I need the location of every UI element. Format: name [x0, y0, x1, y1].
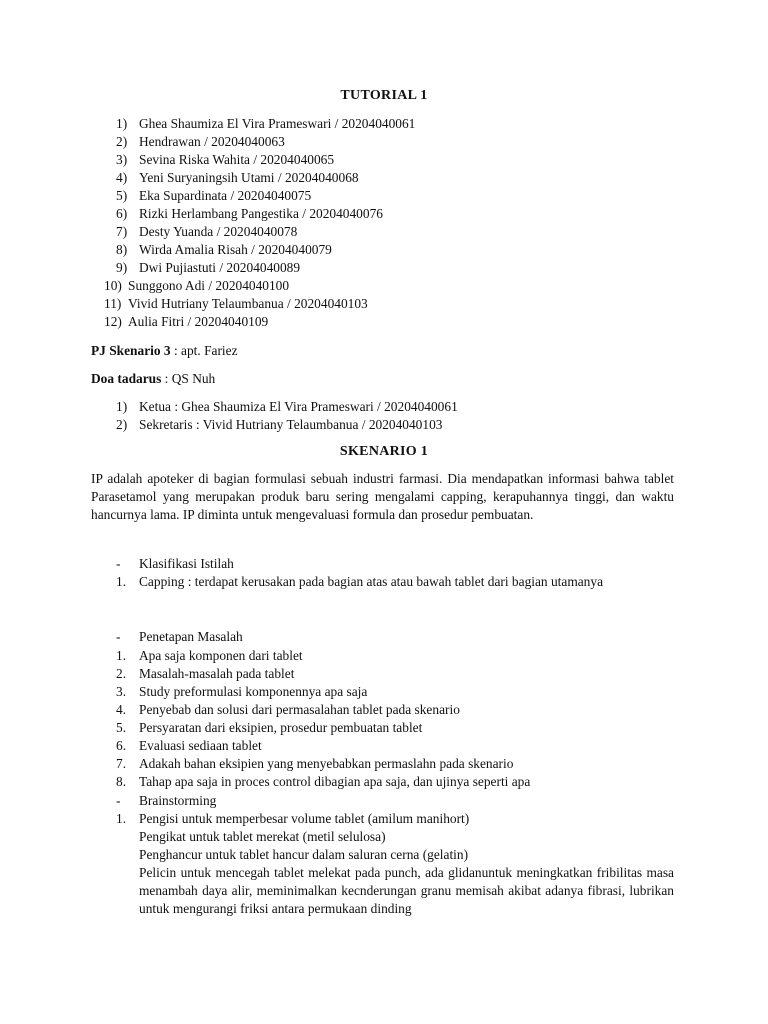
member-item: Sevina Riska Wahita / 20204040065 — [139, 152, 335, 167]
brainstorming-line: Pengikat untuk tablet merekat (metil selulosa) — [139, 829, 386, 844]
member-number: 9) — [116, 260, 128, 275]
scenario-title: SKENARIO 1 — [339, 444, 429, 459]
member-item: Dwi Pujiastuti / 20204040089 — [139, 260, 301, 275]
member-number: 1) — [116, 116, 128, 131]
member-number: 3) — [116, 152, 128, 167]
member-item: Hendrawan / 20204040063 — [139, 134, 285, 149]
penetapan-number: 8. — [116, 774, 127, 789]
penetapan-heading: Penetapan Masalah — [139, 629, 243, 644]
bullet-dash: - — [116, 556, 121, 571]
member-number: 11) — [104, 296, 122, 311]
penetapan-number: 6. — [116, 738, 127, 753]
officer-number: 2) — [116, 417, 128, 432]
brainstorming-line: Pengisi untuk memperbesar volume tablet (amilum manihort) — [139, 811, 470, 826]
penetapan-number: 1. — [116, 648, 127, 663]
penetapan-number: 3. — [116, 684, 127, 699]
penetapan-item: Tahap apa saja in proces control dibagian apa saja, dan ujinya seperti apa — [139, 774, 531, 789]
member-number: 2) — [116, 134, 128, 149]
member-item: Yeni Suryaningsih Utami / 20204040068 — [139, 170, 359, 185]
klasifikasi-item: Capping : terdapat kerusakan pada bagian atas atau bawah tablet dari bagian utamanya — [139, 574, 604, 589]
penetapan-item: Persyaratan dari eksipien, prosedur pembuatan tablet — [139, 720, 423, 735]
member-item: Wirda Amalia Risah / 20204040079 — [139, 242, 332, 257]
officer-item: Ketua : Ghea Shaumiza El Vira Prameswari / 20204040061 — [139, 399, 458, 414]
scenario-paragraph: IP adalah apoteker di bagian formulasi sebuah industri farmasi. Dia mendapatkan informasi bahwa tablet Parasetamol yang merupakan produk baru sering mengalami capping, kerapuhannya tinggi, dan waktu hancurnya lama. IP diminta untuk mengevaluasi formula dan prosedur pembuatan. — [91, 471, 674, 523]
brainstorming-number: 1. — [116, 811, 127, 826]
penetapan-item: Evaluasi sediaan tablet — [139, 738, 262, 753]
member-item: Aulia Fitri / 20204040109 — [128, 314, 269, 329]
brainstorming-line: Penghancur untuk tablet hancur dalam saluran cerna (gelatin) — [139, 847, 469, 862]
penetapan-number: 7. — [116, 756, 127, 771]
klasifikasi-number: 1. — [116, 574, 127, 589]
brainstorming-heading: Brainstorming — [139, 793, 217, 808]
member-number: 6) — [116, 206, 128, 221]
member-number: 10) — [104, 278, 122, 293]
pj-skenario-line — [91, 342, 238, 360]
penetapan-item: Penyebab dan solusi dari permasalahan tablet pada skenario — [139, 702, 460, 717]
officer-item: Sekretaris : Vivid Hutriany Telaumbanua / 20204040103 — [139, 417, 443, 432]
member-item: Eka Supardinata / 20204040075 — [139, 188, 312, 203]
member-item: Rizki Herlambang Pangestika / 20204040076 — [139, 206, 383, 221]
penetapan-number: 2. — [116, 666, 127, 681]
member-number: 4) — [116, 170, 128, 185]
member-number: 8) — [116, 242, 128, 257]
klasifikasi-heading: Klasifikasi Istilah — [139, 556, 234, 571]
penetapan-item: Adakah bahan eksipien yang menyebabkan permaslahn pada skenario — [139, 756, 514, 771]
member-item: Vivid Hutriany Telaumbanua / 20204040103 — [128, 296, 368, 311]
member-item: Desty Yuanda / 20204040078 — [139, 224, 298, 239]
officer-number: 1) — [116, 399, 128, 414]
penetapan-item: Study preformulasi komponennya apa saja — [139, 684, 368, 699]
member-number: 7) — [116, 224, 128, 239]
member-number: 5) — [116, 188, 128, 203]
doa-value: : QS Nuh — [161, 371, 216, 386]
doa-label: Doa tadarus — [91, 371, 162, 386]
penetapan-number: 4. — [116, 702, 127, 717]
penetapan-number: 5. — [116, 720, 127, 735]
pj-value: : apt. Fariez — [170, 343, 238, 358]
bullet-dash: - — [116, 793, 121, 808]
brainstorming-paragraph: Pelicin untuk mencegah tablet melekat pada punch, ada glidanuntuk meningkatkan fribilitas masa menambah daya alir, meminimalkan kecnderungan granu memisah akibat adanya fibrasi, lubrikan untuk mengurangi friksi antara permukaan dinding — [139, 865, 674, 917]
member-number: 12) — [104, 314, 122, 329]
pj-label: PJ Skenario 3 — [91, 343, 171, 358]
penetapan-item: Masalah-masalah pada tablet — [139, 666, 295, 681]
bullet-dash: - — [116, 629, 121, 644]
tutorial-title: TUTORIAL 1 — [340, 88, 428, 103]
penetapan-item: Apa saja komponen dari tablet — [139, 648, 303, 663]
member-item: Sunggono Adi / 20204040100 — [128, 278, 290, 293]
doa-tadarus-line — [91, 370, 215, 388]
member-item: Ghea Shaumiza El Vira Prameswari / 20204040061 — [139, 116, 416, 131]
